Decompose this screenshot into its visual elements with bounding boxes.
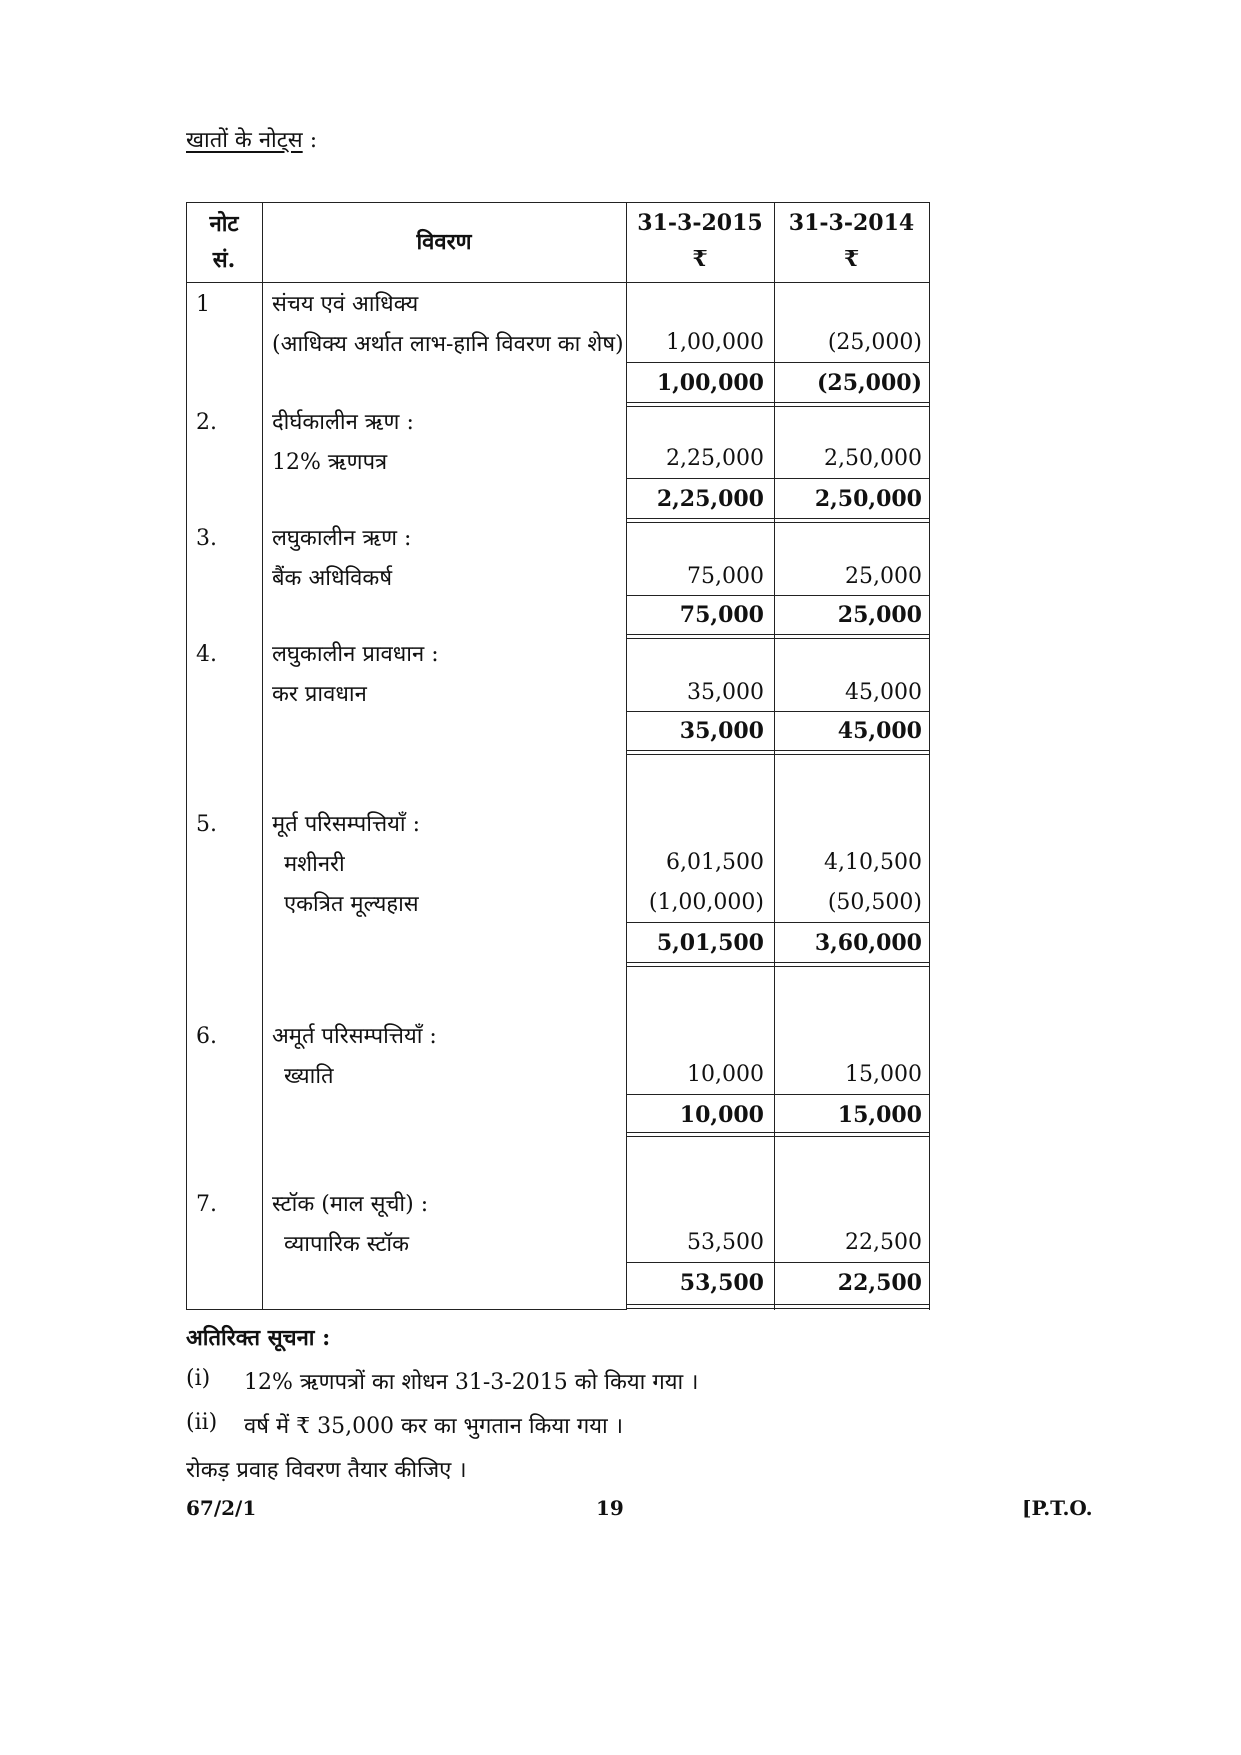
additional-info-title: अतिरिक्त सूचना : xyxy=(186,1325,331,1351)
note-4-item-1-label: कर प्रावधान xyxy=(272,682,367,707)
notes-table xyxy=(186,202,930,1310)
footer-pto: [P.T.O. xyxy=(1022,1496,1093,1520)
note-5-item-2-label: एकत्रित मूल्यहास xyxy=(284,892,419,917)
note-6-number: 6. xyxy=(196,1024,217,1049)
table-border-top xyxy=(186,202,930,203)
note-1-total-line xyxy=(626,362,930,363)
note-4-item-1-2014: 45,000 xyxy=(845,680,922,705)
note-3-total-2014: 25,000 xyxy=(837,602,922,628)
note-5-title: मूर्त परिसम्पत्तियाँ : xyxy=(272,812,421,837)
table-border-right xyxy=(929,202,930,1310)
note-1-number: 1 xyxy=(196,292,210,317)
heading-colon: : xyxy=(309,128,318,153)
note-3-item-1-2015: 75,000 xyxy=(687,564,764,589)
note-3-total-2015: 75,000 xyxy=(679,602,764,628)
additional-info-item-1-text: 12% ऋणपत्रों का शोधन 31-3-2015 को किया गया । xyxy=(244,1370,699,1395)
note-6-item-1-2014: 15,000 xyxy=(845,1062,922,1087)
additional-info-item-2-marker: (ii) xyxy=(186,1410,218,1435)
note-5-item-2-2015: (1,00,000) xyxy=(648,890,764,915)
table-divider-2015 xyxy=(626,202,627,1310)
note-2-total-2015: 2,25,000 xyxy=(656,486,764,512)
note-4-title: लघुकालीन प्रावधान : xyxy=(272,642,439,667)
heading-text: खातों के नोट्स xyxy=(186,128,303,153)
note-5-total-line xyxy=(626,922,930,923)
note-7-number: 7. xyxy=(196,1192,217,1217)
note-4-number: 4. xyxy=(196,642,217,667)
note-7-item-1-2015: 53,500 xyxy=(687,1230,764,1255)
table-divider-2014 xyxy=(774,202,775,1310)
note-7-title: स्टॉक (माल सूची) : xyxy=(272,1192,429,1217)
note-6-total-2014: 15,000 xyxy=(837,1102,922,1128)
note-7-total-line xyxy=(626,1262,930,1263)
note-2-item-1-2015: 2,25,000 xyxy=(666,446,764,471)
note-5-total-2015: 5,01,500 xyxy=(656,930,764,956)
note-2-item-1-2014: 2,50,000 xyxy=(824,446,922,471)
note-6-item-1-label: ख्याति xyxy=(284,1064,334,1089)
footer-page-number: 19 xyxy=(596,1496,624,1520)
note-6-item-1-2015: 10,000 xyxy=(687,1062,764,1087)
note-3-total-line xyxy=(626,595,930,596)
note-7-total-2014: 22,500 xyxy=(837,1270,922,1296)
note-1-double-rule xyxy=(626,402,930,407)
note-5-item-1-2014: 4,10,500 xyxy=(824,850,922,875)
note-2-total-line xyxy=(626,478,930,479)
table-border-bottom-mid xyxy=(262,1309,626,1310)
header-2015-date: 31-3-2015 xyxy=(637,210,763,236)
note-7-item-1-2014: 22,500 xyxy=(845,1230,922,1255)
header-2014 xyxy=(774,210,929,272)
note-2-item-1-label: 12% ऋणपत्र xyxy=(272,450,388,475)
additional-info-item-2-text: वर्ष में ₹ 35,000 कर का भुगतान किया गया । xyxy=(244,1414,624,1439)
header-separator xyxy=(186,282,930,283)
instruction-text: रोकड़ प्रवाह विवरण तैयार कीजिए । xyxy=(186,1458,467,1483)
note-1-total-2015: 1,00,000 xyxy=(656,370,764,396)
header-note-no-line1: नोट xyxy=(209,211,239,237)
header-2015 xyxy=(626,210,774,272)
note-5-item-2-2014: (50,500) xyxy=(827,890,922,915)
note-2-total-2014: 2,50,000 xyxy=(814,486,922,512)
note-3-title: लघुकालीन ऋण : xyxy=(272,526,412,551)
note-4-item-1-2015: 35,000 xyxy=(687,680,764,705)
note-1-title: संचय एवं आधिक्य xyxy=(272,292,419,317)
note-5-item-1-2015: 6,01,500 xyxy=(666,850,764,875)
note-2-number: 2. xyxy=(196,410,217,435)
note-3-number: 3. xyxy=(196,526,217,551)
header-particulars: विवरण xyxy=(416,229,472,255)
note-3-item-1-2014: 25,000 xyxy=(845,564,922,589)
note-5-number: 5. xyxy=(196,812,217,837)
header-2015-unit: ₹ xyxy=(692,246,708,272)
table-border-bottom-left xyxy=(186,1309,262,1310)
header-note-no xyxy=(186,208,262,274)
note-5-total-2014: 3,60,000 xyxy=(814,930,922,956)
note-1-item-1-2014: (25,000) xyxy=(827,330,922,355)
note-6-total-2015: 10,000 xyxy=(679,1102,764,1128)
note-4-double-rule xyxy=(626,750,930,755)
note-2-title: दीर्घकालीन ऋण : xyxy=(272,410,414,435)
header-2014-date: 31-3-2014 xyxy=(788,210,915,236)
note-7-item-1-label: व्यापारिक स्टॉक xyxy=(284,1232,410,1257)
note-7-total-2015: 53,500 xyxy=(679,1270,764,1296)
page-heading xyxy=(186,124,317,154)
note-4-total-2015: 35,000 xyxy=(679,718,764,744)
note-4-total-2014: 45,000 xyxy=(837,718,922,744)
note-1-item-1-2015: 1,00,000 xyxy=(666,330,764,355)
note-6-total-line xyxy=(626,1094,930,1095)
additional-info-item-1-marker: (i) xyxy=(186,1366,211,1391)
note-5-item-1-label: मशीनरी xyxy=(284,852,345,877)
table-divider-note xyxy=(262,202,263,1310)
note-4-total-line xyxy=(626,711,930,712)
note-5-double-rule xyxy=(626,962,930,967)
note-6-double-rule xyxy=(626,1132,930,1137)
table-border-left xyxy=(186,202,187,1310)
header-2014-unit: ₹ xyxy=(843,246,860,272)
note-6-title: अमूर्त परिसम्पत्तियाँ : xyxy=(272,1024,437,1049)
footer-code: 67/2/1 xyxy=(186,1496,257,1520)
note-1-item-1-label: (आधिक्य अर्थात लाभ-हानि विवरण का शेष) xyxy=(272,332,624,357)
note-2-double-rule xyxy=(626,518,930,523)
note-7-double-rule xyxy=(626,1304,930,1309)
note-3-item-1-label: बैंक अधिविकर्ष xyxy=(272,566,393,591)
note-1-total-2014: (25,000) xyxy=(816,370,922,396)
header-note-no-line2: सं. xyxy=(212,247,236,273)
note-3-double-rule xyxy=(626,634,930,639)
